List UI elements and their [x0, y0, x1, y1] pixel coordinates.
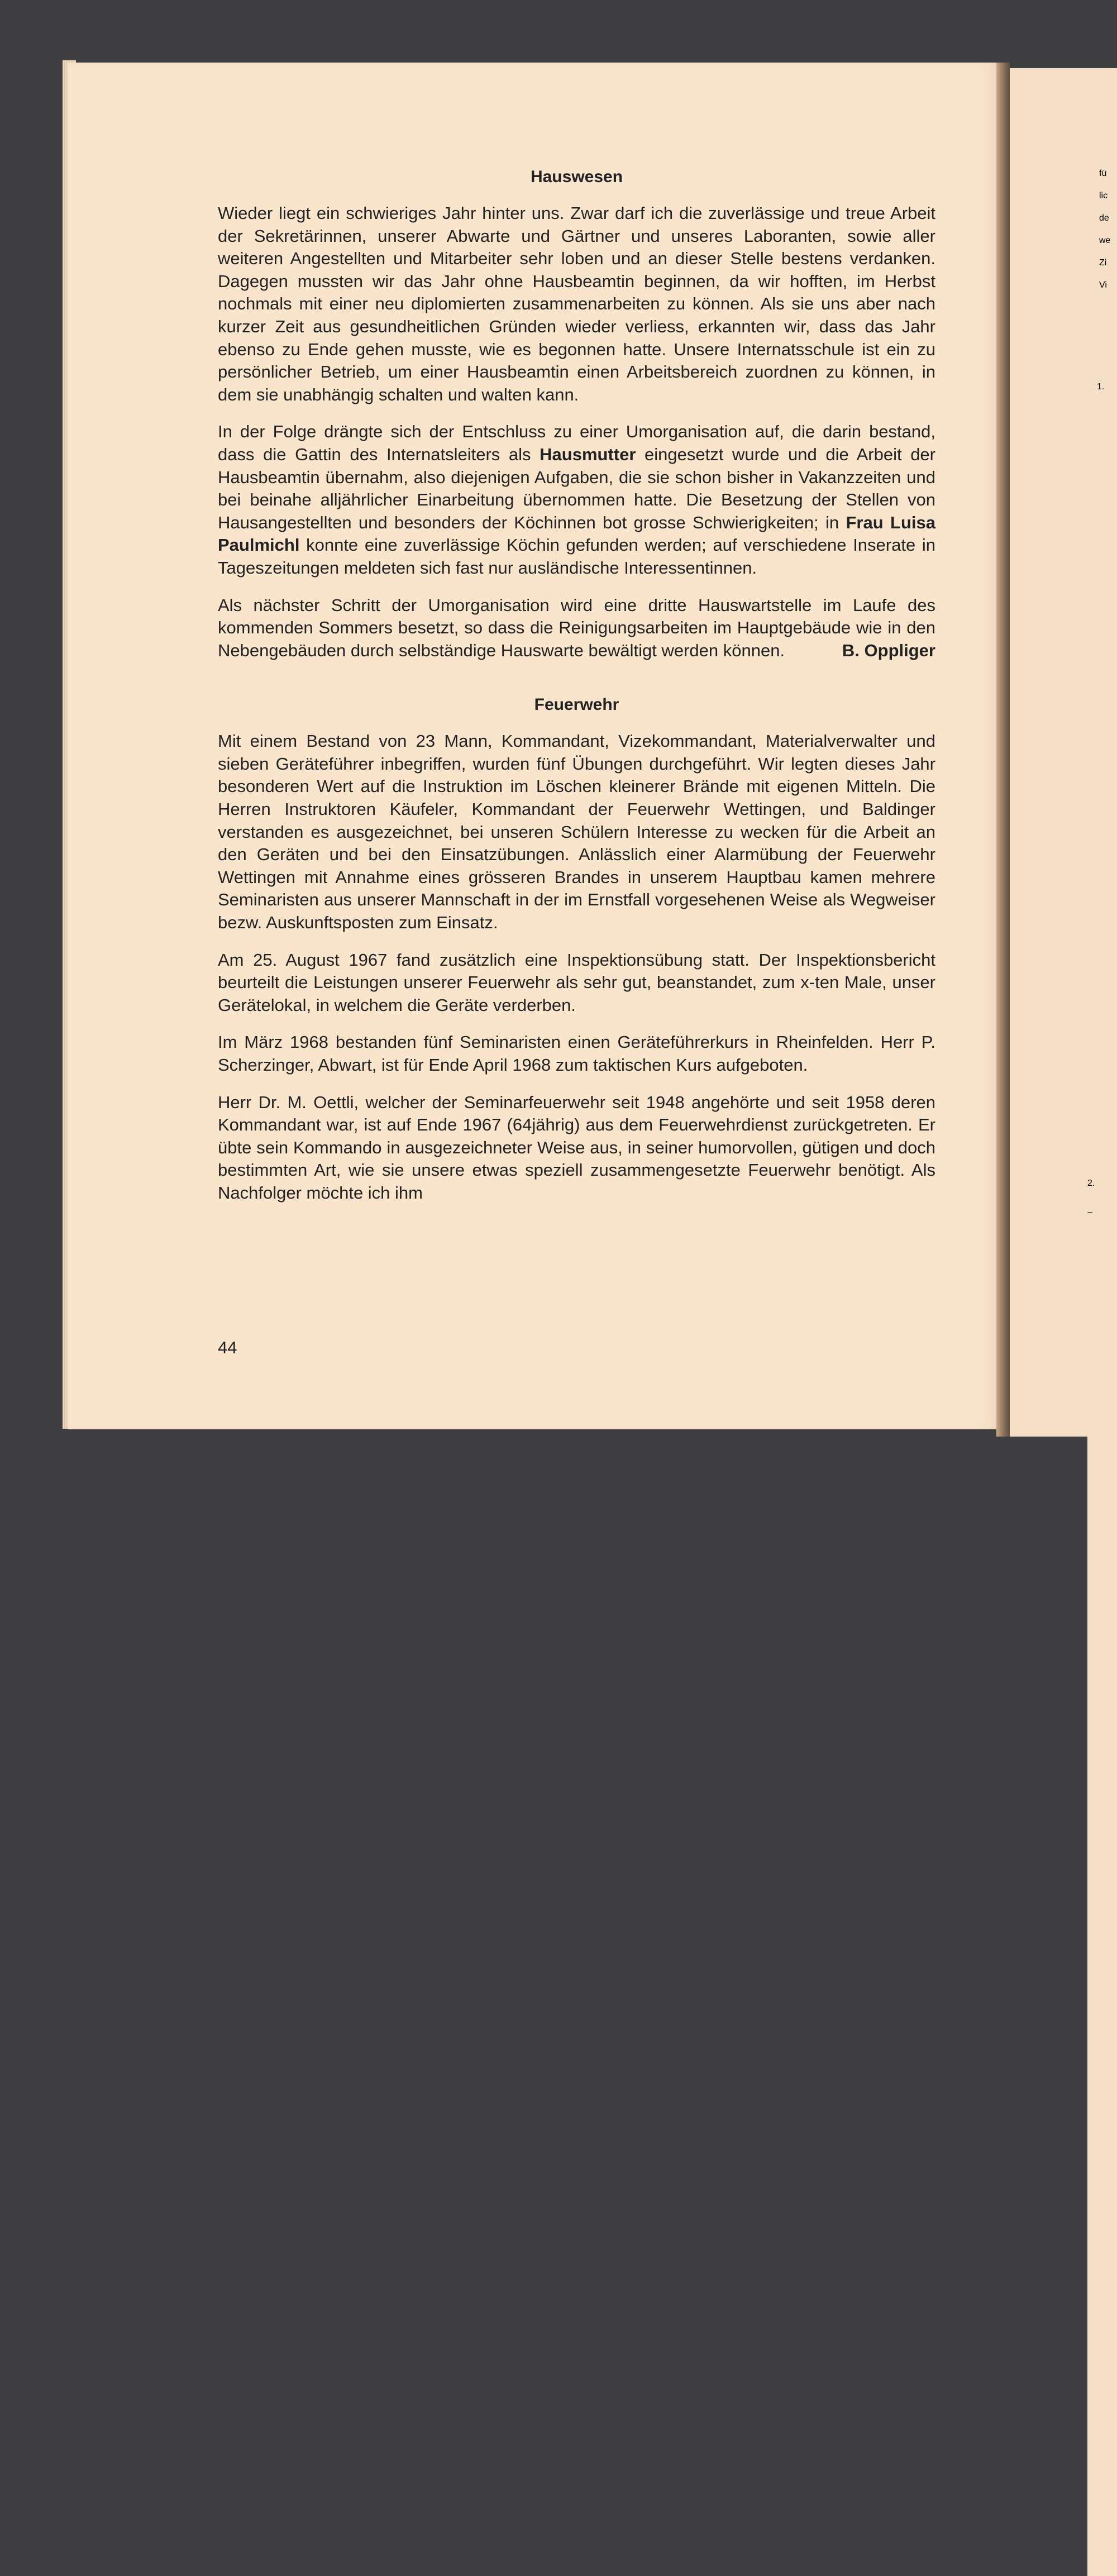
- paragraph: [218, 421, 935, 579]
- facing-page-fragment: fü: [1099, 169, 1117, 1537]
- text-run: Als nächster Schritt der Umorganisation wird eine dritte Hauswartstelle im Laufe des kommenden Sommers besetzt, so dass die Reinigungsarbeiten im Hauptgebäude wie in den Nebengebäuden durch selbständige Hauswarte bewältigt werden können.: [218, 595, 935, 660]
- page-number: 44: [218, 1338, 237, 1357]
- bold-term: Hausmutter: [540, 444, 636, 464]
- paragraph: Wieder liegt ein schwieriges Jahr hinter uns. Zwar darf ich die zuverlässige und treue Arbeit der Sekretärinnen, unserer Abwarte und Gärtner und unseres Laboranten, sowie aller weiteren Angestellten und Mitarbeiter sehr loben und an dieser Stelle bestens verdanken. Dagegen mussten wir das Jahr ohne Hausbeamtin beginnen, da wir hofften, im Herbst nochmals mit einer neu diplomierten zusammenarbeiten zu können. Als sie uns aber nach kurzer Zeit aus gesundheitlichen Gründen wieder verliess, erkannten wir, dass das Jahr ebenso zu Ende gehen musste, wie es begonnen hatte. Unsere Internatsschule ist ein zu persönlicher Betrieb, um einer Hausbeamtin einen Arbeitsbereich zuordnen zu können, in dem sie unabhängig schalten und walten kann.: [218, 203, 935, 404]
- facing-page-fragment: de: [1099, 213, 1117, 1582]
- facing-page-fragment: we: [1099, 236, 1117, 1604]
- facing-page-fragment: 2.: [1087, 1179, 1117, 2547]
- facing-page-fragment: lic: [1099, 191, 1117, 1559]
- paragraph: Herr Dr. M. Oettli, welcher der Seminarfeuerwehr seit 1948 angehörte und seit 1958 deren Kommandant war, ist auf Ende 1967 (64jährig) aus dem Feuerwehrdienst zurückgetreten. Er übte sein Kommando in ausgezeichneter Weise aus, in seiner humorvollen, gütigen und doch bestimmten Art, wie sie unsere etwas speziell zusammengesetzte Feuerwehr benötigt. Als Nachfolger möchte ich ihm: [218, 1092, 935, 1203]
- paragraph: Im März 1968 bestanden fünf Seminaristen einen Geräteführerkurs in Rheinfelden. Herr P. Scherzinger, Abwart, ist für Ende April 1968 zum taktischen Kurs aufgeboten.: [218, 1032, 935, 1075]
- paragraph: Mit einem Bestand von 23 Mann, Kommandant, Vizekommandant, Materialverwalter und sieben Geräteführer inbegriffen, wurden fünf Übungen durchgeführt. Wir legten dieses Jahr besonderen Wert auf die Instruktion im Löschen kleinerer Brände mit eigenen Mitteln. Die Herren Instruktoren Käufeler, Kommandant der Feuerwehr Wettingen, und Baldinger verstanden es ausgezeichnet, bei unseren Schülern Interesse zu wecken für die Arbeit an den Geräten und bei den Einsatzübungen. Anlässlich einer Alarmübung der Feuerwehr Wettingen mit Annahme eines grösseren Brandes in unserem Hauptbau kamen mehrere Seminaristen aus unserer Mannschaft in der im Ernstfall vorgesehenen Weise als Wegweiser bezw. Auskunftsposten zum Einsatz.: [218, 731, 935, 933]
- facing-page-fragment: Zi: [1099, 258, 1117, 1626]
- facing-page-fragment: –: [1087, 1208, 1117, 2576]
- book-gutter: [996, 63, 1010, 1437]
- page-content: [218, 168, 935, 1219]
- text-run: eingesetzt wurde und die Arbeit der Hausbeamtin übernahm, also diejenigen Aufgaben, die sie schon bisher in Vakanzzeiten und bei beinahe alljährlicher Einarbeitung übernommen hatte. Die Besetzung der Stellen von Hausangestellten und besonders der Köchinnen bot grosse Schwierigkeiten; in: [218, 444, 935, 532]
- author-signature: B. Oppliger: [842, 640, 935, 660]
- paragraph: Am 25. August 1967 fand zusätzlich eine Inspektionsübung statt. Der Inspektionsbericht beurteilt die Leistungen unserer Feuerwehr als sehr gut, beanstandet, zum x-ten Male, unser Gerätelokal, in welchem die Geräte verderben.: [218, 950, 935, 1015]
- paragraph: [218, 594, 935, 662]
- bold-name: Frau Luisa Paulmichl: [218, 512, 935, 555]
- section-title-feuerwehr: Feuerwehr: [534, 695, 619, 714]
- section-title-hauswesen: Hauswesen: [530, 168, 623, 186]
- facing-page-fragment: Vi: [1099, 280, 1117, 1649]
- text-run: In der Folge drängte sich der Entschluss zu einer Umorganisation auf, die darin bestand, dass die Gattin des Internatsleiters als: [218, 422, 935, 464]
- text-run: konnte eine zuverlässige Köchin gefunden werden; auf verschiedene Inserate in Tageszeitungen meldeten sich fast nur ausländische Interessentinnen.: [218, 535, 935, 578]
- facing-page-fragment: 1.: [1097, 382, 1117, 1750]
